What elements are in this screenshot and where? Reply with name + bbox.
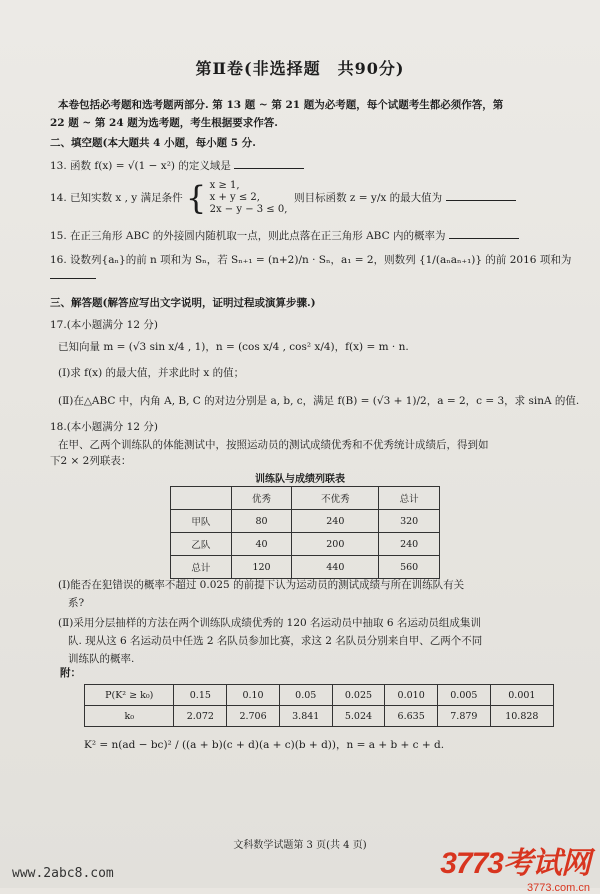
- page-footer: 文科数学试题第 3 页(共 4 页): [233, 840, 367, 851]
- table-cell: 240: [379, 533, 440, 556]
- question-18-part-1-line-2: 系?: [68, 597, 85, 609]
- question-18-body-1: 在甲、乙两个训练队的体能测试中，按照运动员的测试成绩优秀和不优秀统计成绩后，得到如: [58, 439, 489, 451]
- table-cell: 2.706: [227, 706, 280, 727]
- table-cell: 320: [379, 510, 440, 533]
- table-cell: 240: [292, 510, 379, 533]
- table-cell: k₀: [85, 706, 174, 727]
- table-cell: 3.841: [279, 706, 332, 727]
- question-18-part-1-line-1: (Ⅰ)能否在犯错误的概率不超过 0.025 的前提下认为运动员的测试成绩与所在训练队有关: [58, 579, 465, 591]
- table-row: [85, 685, 554, 706]
- section-title: 第Ⅱ卷(非选择题 共90分): [195, 59, 405, 78]
- constraint-1: x ≥ 1,: [209, 180, 240, 191]
- constraint-system: [210, 180, 288, 216]
- question-14-tail: 则目标函数 z = y/x 的最大值为: [294, 192, 443, 204]
- question-17-part-2: (Ⅱ)在△ABC 中，内角 A, B, C 的对边分别是 a, b, c，满足 f(B) = (√3 + 1)/2，a = 2，c = 3，求 sinA 的值.: [58, 395, 580, 407]
- intro-line-1: 本卷包括必考题和选考题两部分. 第 13 题 ~ 第 21 题为必考题，每个试题考生都必须作答，第: [58, 99, 504, 111]
- answer-blank: [446, 190, 516, 201]
- table-cell: 200: [292, 533, 379, 556]
- table-cell: 0.005: [438, 685, 491, 706]
- chi-square-formula: K² = n(ad − bc)² / ((a + b)(c + d)(a + c)(b + d))，n = a + b + c + d.: [84, 739, 445, 751]
- question-17-body: 已知向量 m = (√3 sin x/4 , 1)，n = (cos x/4 , cos² x/4)，f(x) = m · n.: [58, 341, 409, 353]
- table-row: [171, 533, 440, 556]
- table-cell: 0.010: [385, 685, 438, 706]
- question-18-part-2-line-1: (Ⅱ)采用分层抽样的方法在两个训练队成绩优秀的 120 名运动员中抽取 6 名运动员组成集训: [58, 617, 481, 629]
- table-cell: 2.072: [174, 706, 227, 727]
- table-cell: 5.024: [332, 706, 385, 727]
- table-cell: [171, 487, 232, 510]
- table-row: [171, 510, 440, 533]
- fill-blank-heading: 二、填空题(本大题共 4 小题，每小题 5 分.: [50, 137, 256, 149]
- question-18-part-2-line-3: 训练队的概率.: [68, 653, 135, 665]
- watermark-left: www.2abc8.com: [12, 866, 114, 881]
- question-15: [50, 228, 570, 243]
- table-cell: 不优秀: [292, 487, 379, 510]
- answer-blank: [449, 228, 519, 239]
- intro-line-2: 22 题 ~ 第 24 题为选考题，考生根据要求作答.: [50, 117, 278, 129]
- table-row: [171, 556, 440, 579]
- watermark-right: [440, 838, 590, 894]
- question-18-part-2-line-2: 队. 现从这 6 名运动员中任选 2 名队员参加比赛，求这 2 名队员分别来自甲、乙两个不同: [68, 635, 483, 647]
- table-cell: 甲队: [171, 510, 232, 533]
- table-cell: 0.15: [174, 685, 227, 706]
- table-row: [85, 706, 554, 727]
- table-cell: 6.635: [385, 706, 438, 727]
- answer-blank: [50, 268, 96, 279]
- table-cell: 总计: [171, 556, 232, 579]
- question-18-heading: 18.(本小题满分 12 分): [50, 421, 158, 433]
- table-cell: 7.879: [438, 706, 491, 727]
- question-13-text: 13. 函数 f(x) = √(1 − x²) 的定义域是: [50, 160, 231, 172]
- contingency-table-title: 训练队与成绩列联表: [255, 474, 345, 485]
- table-cell: 0.001: [490, 685, 553, 706]
- answer-blank: [234, 158, 304, 169]
- brace-icon: {: [185, 179, 207, 217]
- question-16-text: 16. 设数列{aₙ}的前 n 项和为 Sₙ，若 Sₙ₊₁ = (n+2)/n · Sₙ，a₁ = 2，则数列 {1/(aₙaₙ₊₁)} 的前 2016 项和为: [50, 254, 572, 266]
- table-cell: 10.828: [490, 706, 553, 727]
- appendix-label: 附：: [60, 667, 81, 679]
- constraint-2: x + y ≤ 2,: [209, 192, 260, 203]
- table-cell: 120: [231, 556, 292, 579]
- question-15-text: 15. 在正三角形 ABC 的外接圆内随机取一点，则此点落在正三角形 ABC 内的概率为: [50, 230, 446, 242]
- solution-heading: 三、解答题(解答应写出文字说明，证明过程或演算步骤.): [50, 297, 316, 309]
- constraint-3: 2x − y − 3 ≤ 0,: [209, 204, 288, 215]
- table-cell: 优秀: [231, 487, 292, 510]
- table-cell: 总计: [379, 487, 440, 510]
- table-cell: 0.05: [279, 685, 332, 706]
- watermark-url: 3773.com.cn: [527, 882, 590, 894]
- contingency-table: [170, 486, 440, 579]
- critical-value-table: [84, 684, 554, 727]
- table-cell: 0.10: [227, 685, 280, 706]
- question-14: [50, 180, 570, 216]
- table-cell: 560: [379, 556, 440, 579]
- table-header-row: [171, 487, 440, 510]
- table-cell: P(K² ≥ k₀): [85, 685, 174, 706]
- question-17-part-1: (Ⅰ)求 f(x) 的最大值，并求此时 x 的值；: [58, 367, 245, 379]
- table-cell: 80: [231, 510, 292, 533]
- question-16: [50, 252, 580, 284]
- watermark-logo-text: 3773考试网: [440, 847, 590, 880]
- table-cell: 440: [292, 556, 379, 579]
- question-17-heading: 17.(本小题满分 12 分): [50, 319, 158, 331]
- question-14-lead: 14. 已知实数 x , y 满足条件: [50, 192, 183, 204]
- table-cell: 0.025: [332, 685, 385, 706]
- question-13: [50, 158, 570, 173]
- table-cell: 40: [231, 533, 292, 556]
- table-cell: 乙队: [171, 533, 232, 556]
- question-18-body-2: 下2 × 2列联表：: [50, 455, 132, 467]
